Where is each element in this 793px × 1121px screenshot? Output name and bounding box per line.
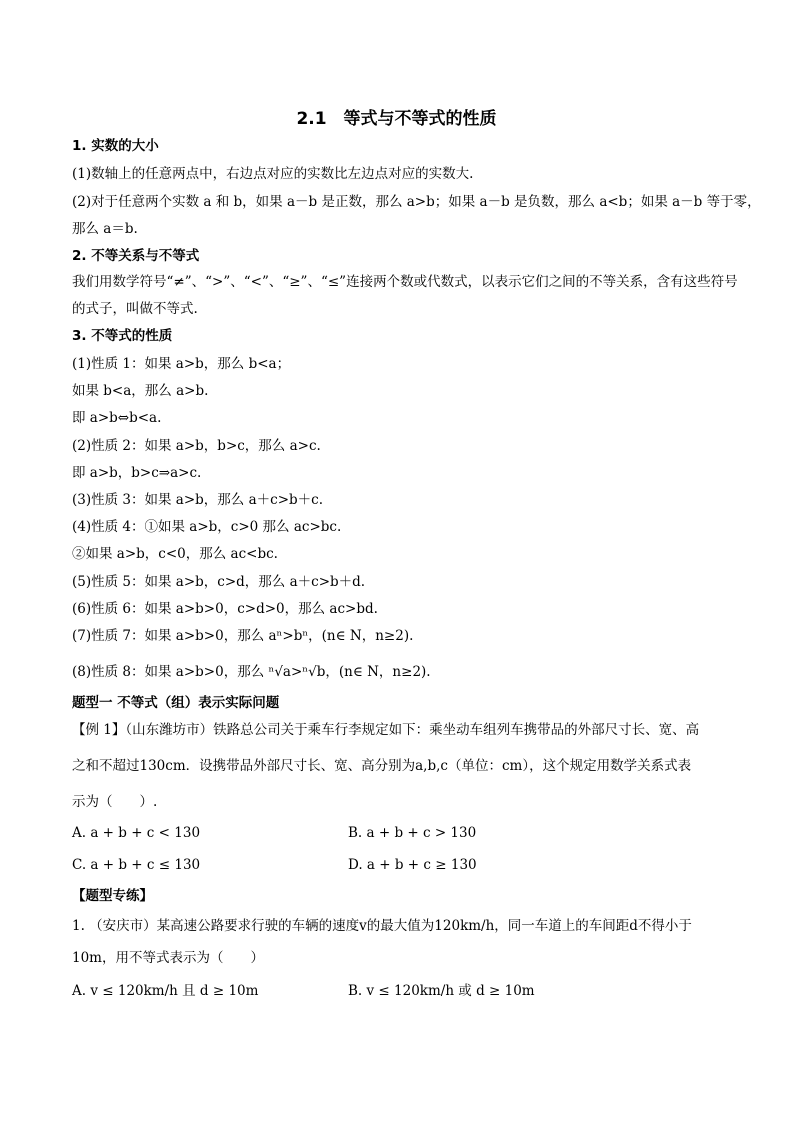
section-heading-3: 3. 不等式的性质 bbox=[72, 328, 173, 344]
example-line: 之和不超过130cm．设携带品外部尺寸长、宽、高分别为a,b,c（单位：cm），这个规定用数学关系式表 bbox=[72, 758, 692, 774]
q1-option-b: B. v ≤ 120km/h 或 d ≥ 10m bbox=[348, 983, 535, 999]
text-line: 那么 a＝b. bbox=[72, 221, 138, 237]
example-line: 示为（ ）. bbox=[72, 794, 158, 810]
section-heading-1: 1. 实数的大小 bbox=[72, 138, 159, 154]
option-b: B. a + b + c > 130 bbox=[348, 825, 477, 841]
option-c: C. a + b + c ≤ 130 bbox=[72, 857, 201, 873]
section-heading-type1: 题型一 不等式（组）表示实际问题 bbox=[72, 695, 280, 711]
text-line: (8)性质 8：如果 a>b>0，那么 ⁿ√a>ⁿ√b，(n∈ N，n≥2). bbox=[72, 664, 431, 680]
text-line: (7)性质 7：如果 a>b>0，那么 aⁿ>bⁿ，(n∈ N，n≥2). bbox=[72, 628, 414, 644]
text-line: 即 a>b⇔b<a. bbox=[72, 410, 162, 426]
text-line: ②如果 a>b，c<0，那么 ac<bc. bbox=[72, 546, 278, 562]
text-line: (6)性质 6：如果 a>b>0，c>d>0，那么 ac>bd. bbox=[72, 601, 378, 617]
text-line: (3)性质 3：如果 a>b，那么 a＋c>b＋c. bbox=[72, 492, 324, 508]
question-line: 10m，用不等式表示为（ ） bbox=[72, 950, 264, 966]
option-d: D. a + b + c ≥ 130 bbox=[348, 857, 477, 873]
text-line: (2)性质 2：如果 a>b，b>c，那么 a>c. bbox=[72, 438, 321, 454]
example-line: 【例 1】（山东潍坊市）铁路总公司关于乘车行李规定如下：乘坐动车组列车携带品的外部尺寸长、宽、高 bbox=[72, 722, 700, 738]
q1-option-a: A. v ≤ 120km/h 且 d ≥ 10m bbox=[72, 983, 259, 999]
page-title: 2.1 等式与不等式的性质 bbox=[296, 109, 497, 129]
text-line: 的式子，叫做不等式. bbox=[72, 301, 198, 317]
text-line: (1)数轴上的任意两点中，右边点对应的实数比左边点对应的实数大. bbox=[72, 166, 474, 182]
text-line: (4)性质 4：①如果 a>b，c>0 那么 ac>bc. bbox=[72, 519, 342, 535]
text-line: (1)性质 1：如果 a>b，那么 b<a； bbox=[72, 356, 291, 372]
text-line: (2)对于任意两个实数 a 和 b，如果 a－b 是正数，那么 a>b；如果 a－b 是负数，那么 a<b；如果 a－b 等于零， bbox=[72, 194, 761, 210]
text-line: 如果 b<a，那么 a>b. bbox=[72, 383, 209, 399]
text-line: (5)性质 5：如果 a>b，c>d，那么 a＋c>b＋d. bbox=[72, 574, 366, 590]
option-a: A. a + b + c < 130 bbox=[72, 825, 201, 841]
practice-heading: 【题型专练】 bbox=[72, 888, 153, 904]
text-line: 我们用数学符号“≠”、“>”、“<”、“≥”、“≤”连接两个数或代数式，以表示它们之间的不等关系，含有这些符号 bbox=[72, 274, 738, 290]
section-heading-2: 2. 不等关系与不等式 bbox=[72, 248, 200, 264]
text-line: 即 a>b，b>c⇒a>c. bbox=[72, 465, 202, 481]
question-line: 1. （安庆市）某高速公路要求行驶的车辆的速度v的最大值为120km/h，同一车道上的车间距d不得小于 bbox=[72, 918, 692, 934]
